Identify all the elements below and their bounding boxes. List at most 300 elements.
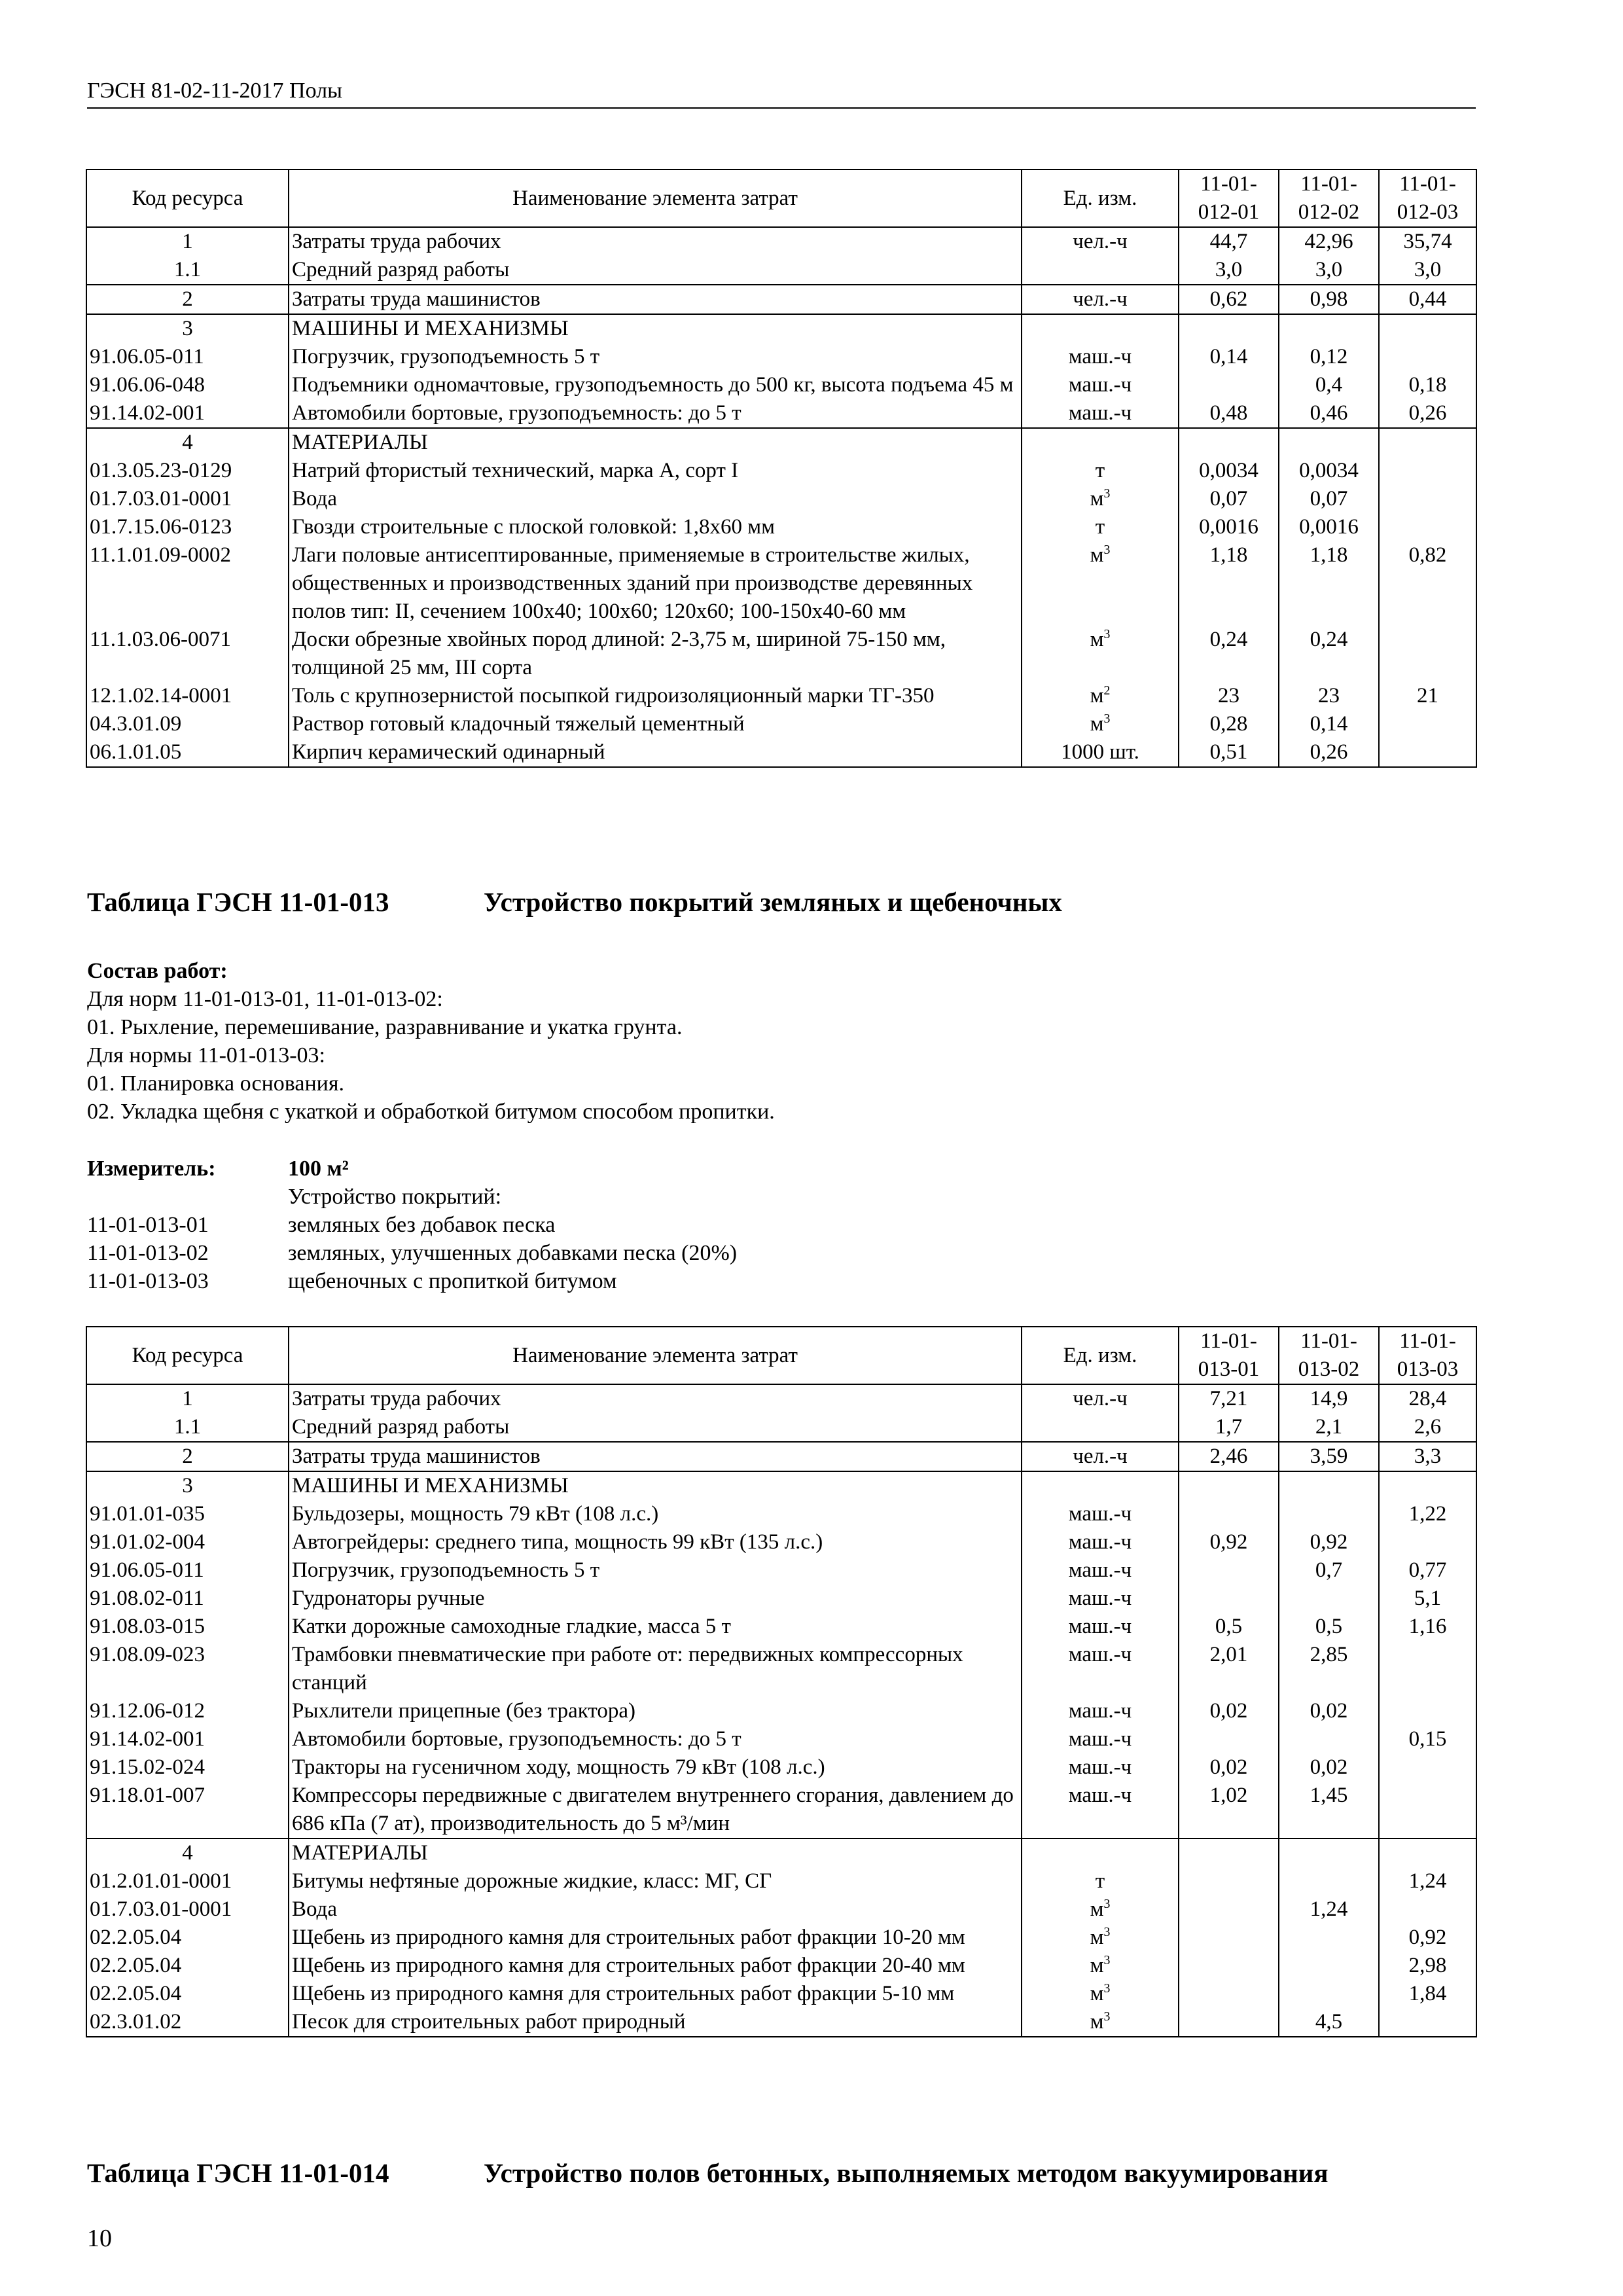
col-header-unit: Ед. изм. bbox=[1022, 1327, 1179, 1384]
cell-name: Кирпич керамический одинарный bbox=[289, 738, 1022, 767]
cell-value bbox=[1379, 626, 1476, 682]
cell-unit: маш.-ч bbox=[1022, 1585, 1179, 1613]
cell-value: 0,51 bbox=[1179, 738, 1279, 767]
cell-value bbox=[1179, 1500, 1279, 1528]
page-number: 10 bbox=[87, 2225, 112, 2252]
cell-value: 1,24 bbox=[1279, 1895, 1379, 1924]
col-header-norm-3: 11-01- 012-03 bbox=[1379, 170, 1476, 227]
cell-value: 23 bbox=[1279, 682, 1379, 710]
work-composition-title: Состав работ: bbox=[87, 959, 228, 983]
cell-value bbox=[1379, 513, 1476, 541]
cell-unit: маш.-ч bbox=[1022, 399, 1179, 428]
cell-name: Щебень из природного камня для строительных работ фракции 20-40 мм bbox=[289, 1952, 1022, 1980]
cell-code: 1 bbox=[86, 1384, 289, 1413]
cell-name: Толь с крупнозернистой посыпкой гидроизоляционный марки ТГ-350 bbox=[289, 682, 1022, 710]
cell-value: 2,6 bbox=[1379, 1413, 1476, 1442]
table-row bbox=[86, 1697, 1476, 1725]
table-row bbox=[86, 314, 1476, 343]
cell-value bbox=[1379, 457, 1476, 485]
table-row bbox=[86, 1556, 1476, 1585]
table-row bbox=[86, 1753, 1476, 1782]
cell-unit: чел.-ч bbox=[1022, 1442, 1179, 1471]
cell-value: 3,59 bbox=[1279, 1442, 1379, 1471]
cell-unit: 1000 шт. bbox=[1022, 738, 1179, 767]
table-caption: Устройство покрытий земляных и щебеночных bbox=[484, 887, 1062, 917]
cell-value: 0,92 bbox=[1379, 1924, 1476, 1952]
table-row bbox=[86, 2008, 1476, 2037]
document-header: ГЭСН 81-02-11-2017 Полы bbox=[87, 77, 1476, 109]
table-title-013 bbox=[87, 886, 1062, 918]
cell-value: 2,01 bbox=[1179, 1641, 1279, 1697]
cell-name: Щебень из природного камня для строительных работ фракции 10-20 мм bbox=[289, 1924, 1022, 1952]
table-row bbox=[86, 256, 1476, 285]
cell-value bbox=[1279, 1500, 1379, 1528]
cell-unit: чел.-ч bbox=[1022, 1384, 1179, 1413]
norm-text: щебеночных с пропиткой битумом bbox=[288, 1269, 617, 1293]
cell-name: Лаги половые антисептированные, применяемые в строительстве жилых, общественных и производственных зданий при производстве деревянных полов тип: II, сечением 100x40; 100x60; 120x60; 100-150x40-60 мм bbox=[289, 541, 1022, 626]
norm-text: земляных без добавок песка bbox=[288, 1213, 556, 1237]
table-row bbox=[86, 1384, 1476, 1413]
table-caption: Устройство полов бетонных, выполняемых методом вакуумирования bbox=[484, 2158, 1329, 2188]
measure-value: 100 м² bbox=[288, 1157, 349, 1181]
col-header-unit: Ед. изм. bbox=[1022, 170, 1179, 227]
cell-value bbox=[1379, 428, 1476, 457]
cell-value: 4,5 bbox=[1279, 2008, 1379, 2037]
cell-value: 0,26 bbox=[1279, 738, 1379, 767]
work-line: Для норм 11-01-013-01, 11-01-013-02: bbox=[87, 987, 443, 1011]
cell-code: 1.1 bbox=[86, 1413, 289, 1442]
cell-code: 11.1.01.09-0002 bbox=[86, 541, 289, 626]
cell-value: 0,12 bbox=[1279, 343, 1379, 371]
cell-value bbox=[1379, 1753, 1476, 1782]
table-row bbox=[86, 1442, 1476, 1471]
cell-value: 0,5 bbox=[1179, 1613, 1279, 1641]
cell-value: 14,9 bbox=[1279, 1384, 1379, 1413]
cell-unit: т bbox=[1022, 1867, 1179, 1895]
table-row bbox=[86, 1895, 1476, 1924]
table-row bbox=[86, 513, 1476, 541]
cell-value bbox=[1379, 1697, 1476, 1725]
cell-unit: маш.-ч bbox=[1022, 1500, 1179, 1528]
cell-value: 0,44 bbox=[1379, 285, 1476, 314]
cell-name: Гудронаторы ручные bbox=[289, 1585, 1022, 1613]
work-line: 01. Планировка основания. bbox=[87, 1071, 345, 1096]
cell-code: 4 bbox=[86, 1839, 289, 1867]
cell-code: 3 bbox=[86, 1471, 289, 1500]
cell-unit: маш.-ч bbox=[1022, 1528, 1179, 1556]
cell-value: 0,02 bbox=[1279, 1753, 1379, 1782]
cell-name: Погрузчик, грузоподъемность 5 т bbox=[289, 343, 1022, 371]
cell-value: 21 bbox=[1379, 682, 1476, 710]
cell-value: 0,7 bbox=[1279, 1556, 1379, 1585]
cell-value bbox=[1179, 2008, 1279, 2037]
cell-name: Вода bbox=[289, 1895, 1022, 1924]
col-header-code: Код ресурса bbox=[86, 1327, 289, 1384]
cell-value bbox=[1279, 1585, 1379, 1613]
cell-value bbox=[1179, 314, 1279, 343]
cell-name: Автогрейдеры: среднего типа, мощность 99 кВт (135 л.с.) bbox=[289, 1528, 1022, 1556]
cell-value bbox=[1279, 314, 1379, 343]
cell-value: 0,07 bbox=[1179, 485, 1279, 513]
cell-value: 2,46 bbox=[1179, 1442, 1279, 1471]
cell-unit: маш.-ч bbox=[1022, 1753, 1179, 1782]
cell-name: Трамбовки пневматические при работе от: передвижных компрессорных станций bbox=[289, 1641, 1022, 1697]
cell-value: 2,98 bbox=[1379, 1952, 1476, 1980]
cell-value: 0,14 bbox=[1179, 343, 1279, 371]
work-line: 02. Укладка щебня с укаткой и обработкой битумом способом пропитки. bbox=[87, 1100, 775, 1124]
cell-unit: $м^3$ bbox=[1022, 1895, 1179, 1924]
table-row bbox=[86, 1924, 1476, 1952]
cell-unit: $м^3$ bbox=[1022, 626, 1179, 682]
col-header-norm-1: 11-01- 012-01 bbox=[1179, 170, 1279, 227]
cell-value: 2,1 bbox=[1279, 1413, 1379, 1442]
cell-value bbox=[1279, 1924, 1379, 1952]
table-row bbox=[86, 626, 1476, 682]
cell-code: 12.1.02.14-0001 bbox=[86, 682, 289, 710]
cell-name: Затраты труда рабочих bbox=[289, 1384, 1022, 1413]
cell-code: 2 bbox=[86, 285, 289, 314]
cell-value: 0,92 bbox=[1179, 1528, 1279, 1556]
col-header-norm-2: 11-01- 013-02 bbox=[1279, 1327, 1379, 1384]
cell-value: 1,16 bbox=[1379, 1613, 1476, 1641]
measure-block bbox=[87, 1155, 1134, 1295]
cell-name: Компрессоры передвижные с двигателем внутреннего сгорания, давлением до 686 кПа (7 ат), производительность до 5 м³/мин bbox=[289, 1782, 1022, 1839]
cell-value bbox=[1279, 1725, 1379, 1753]
table-body bbox=[86, 1384, 1476, 2037]
cell-value: 0,5 bbox=[1279, 1613, 1379, 1641]
cell-name: Затраты труда рабочих bbox=[289, 227, 1022, 256]
cell-value bbox=[1379, 2008, 1476, 2037]
cell-code: 91.08.03-015 bbox=[86, 1613, 289, 1641]
cell-value: 0,14 bbox=[1279, 710, 1379, 738]
cell-name: Вода bbox=[289, 485, 1022, 513]
cell-unit: $м^3$ bbox=[1022, 2008, 1179, 2037]
table-row bbox=[86, 1952, 1476, 1980]
cell-name: Доски обрезные хвойных пород длиной: 2-3,75 м, шириной 75-150 мм, толщиной 25 мм, III сорта bbox=[289, 626, 1022, 682]
work-composition bbox=[87, 957, 775, 1126]
cell-value bbox=[1379, 1839, 1476, 1867]
cell-value bbox=[1179, 1471, 1279, 1500]
cell-value: 42,96 bbox=[1279, 227, 1379, 256]
cell-value: 3,0 bbox=[1179, 256, 1279, 285]
cell-unit: $м^3$ bbox=[1022, 1924, 1179, 1952]
cell-value: 1,45 bbox=[1279, 1782, 1379, 1839]
cell-value: 23 bbox=[1179, 682, 1279, 710]
cell-value bbox=[1379, 343, 1476, 371]
measure-label: Измеритель: bbox=[87, 1157, 216, 1181]
cell-value: 0,0034 bbox=[1179, 457, 1279, 485]
cell-unit: маш.-ч bbox=[1022, 1641, 1179, 1697]
cell-code: 01.3.05.23-0129 bbox=[86, 457, 289, 485]
cell-value: 0,92 bbox=[1279, 1528, 1379, 1556]
table-title-014 bbox=[87, 2157, 1329, 2189]
cell-value: 0,02 bbox=[1179, 1753, 1279, 1782]
table-row bbox=[86, 1413, 1476, 1442]
resource-table-013 bbox=[86, 1326, 1477, 2037]
cell-unit: $м^3$ bbox=[1022, 1952, 1179, 1980]
cell-name: Автомобили бортовые, грузоподъемность: до 5 т bbox=[289, 1725, 1022, 1753]
cell-code: 02.3.01.02 bbox=[86, 2008, 289, 2037]
table-row bbox=[86, 343, 1476, 371]
cell-code: 91.01.01-035 bbox=[86, 1500, 289, 1528]
cell-value: 3,0 bbox=[1279, 256, 1379, 285]
cell-value bbox=[1279, 1980, 1379, 2008]
cell-value: 3,0 bbox=[1379, 256, 1476, 285]
table-row bbox=[86, 710, 1476, 738]
cell-unit bbox=[1022, 1471, 1179, 1500]
col-header-name: Наименование элемента затрат bbox=[289, 170, 1022, 227]
col-header-name: Наименование элемента затрат bbox=[289, 1327, 1022, 1384]
cell-value bbox=[1279, 1867, 1379, 1895]
cell-value bbox=[1179, 1980, 1279, 2008]
cell-name: Битумы нефтяные дорожные жидкие, класс: МГ, СГ bbox=[289, 1867, 1022, 1895]
table-number: Таблица ГЭСН 11-01-013 bbox=[87, 887, 389, 917]
cell-value: 0,28 bbox=[1179, 710, 1279, 738]
cell-value: 1,22 bbox=[1379, 1500, 1476, 1528]
table-row bbox=[86, 1725, 1476, 1753]
cell-value bbox=[1179, 1952, 1279, 1980]
cell-value: 1,84 bbox=[1379, 1980, 1476, 2008]
cell-value: 3,3 bbox=[1379, 1442, 1476, 1471]
cell-unit: маш.-ч bbox=[1022, 343, 1179, 371]
table-row bbox=[86, 1641, 1476, 1697]
cell-name: Щебень из природного камня для строительных работ фракции 5-10 мм bbox=[289, 1980, 1022, 2008]
table-row bbox=[86, 1782, 1476, 1839]
table-row bbox=[86, 371, 1476, 399]
table-row bbox=[86, 1839, 1476, 1867]
cell-code: 06.1.01.05 bbox=[86, 738, 289, 767]
cell-code: 01.7.03.01-0001 bbox=[86, 485, 289, 513]
cell-value bbox=[1179, 1839, 1279, 1867]
cell-code: 04.3.01.09 bbox=[86, 710, 289, 738]
cell-unit bbox=[1022, 428, 1179, 457]
cell-unit: маш.-ч bbox=[1022, 1782, 1179, 1839]
table-row bbox=[86, 1613, 1476, 1641]
cell-code: 01.2.01.01-0001 bbox=[86, 1867, 289, 1895]
cell-name: Тракторы на гусеничном ходу, мощность 79 кВт (108 л.с.) bbox=[289, 1753, 1022, 1782]
col-header-norm-3: 11-01- 013-03 bbox=[1379, 1327, 1476, 1384]
cell-value bbox=[1279, 1952, 1379, 1980]
work-line: Для нормы 11-01-013-03: bbox=[87, 1043, 325, 1067]
cell-value: 0,0034 bbox=[1279, 457, 1379, 485]
cell-value bbox=[1179, 371, 1279, 399]
cell-value bbox=[1379, 314, 1476, 343]
norm-code: 11-01-013-01 bbox=[87, 1213, 209, 1237]
cell-value bbox=[1379, 1471, 1476, 1500]
cell-code: 91.12.06-012 bbox=[86, 1697, 289, 1725]
cell-value: 5,1 bbox=[1379, 1585, 1476, 1613]
cell-value bbox=[1279, 428, 1379, 457]
cell-value: 0,77 bbox=[1379, 1556, 1476, 1585]
table-row bbox=[86, 457, 1476, 485]
cell-value: 0,24 bbox=[1279, 626, 1379, 682]
resource-table-012 bbox=[86, 169, 1477, 768]
cell-unit: маш.-ч bbox=[1022, 371, 1179, 399]
cell-value bbox=[1279, 1471, 1379, 1500]
cell-code: 91.01.02-004 bbox=[86, 1528, 289, 1556]
cell-code: 91.06.05-011 bbox=[86, 343, 289, 371]
table-row bbox=[86, 1867, 1476, 1895]
cell-unit: маш.-ч bbox=[1022, 1725, 1179, 1753]
cell-value: 0,02 bbox=[1279, 1697, 1379, 1725]
table-row bbox=[86, 227, 1476, 256]
cell-value bbox=[1379, 1782, 1476, 1839]
col-header-code: Код ресурса bbox=[86, 170, 289, 227]
cell-name: Подъемники одномачтовые, грузоподъемность до 500 кг, высота подъема 45 м bbox=[289, 371, 1022, 399]
cell-value: 35,74 bbox=[1379, 227, 1476, 256]
table-row bbox=[86, 1980, 1476, 2008]
cell-value bbox=[1179, 428, 1279, 457]
cell-value bbox=[1379, 738, 1476, 767]
norm-code: 11-01-013-03 bbox=[87, 1269, 209, 1293]
cell-name: Бульдозеры, мощность 79 кВт (108 л.с.) bbox=[289, 1500, 1022, 1528]
table-number: Таблица ГЭСН 11-01-014 bbox=[87, 2158, 389, 2188]
cell-name: МАШИНЫ И МЕХАНИЗМЫ bbox=[289, 314, 1022, 343]
table-row bbox=[86, 541, 1476, 626]
cell-code: 91.15.02-024 bbox=[86, 1753, 289, 1782]
cell-code: 91.18.01-007 bbox=[86, 1782, 289, 1839]
cell-code: 2 bbox=[86, 1442, 289, 1471]
cell-value bbox=[1179, 1725, 1279, 1753]
cell-value: 0,62 bbox=[1179, 285, 1279, 314]
cell-unit bbox=[1022, 1413, 1179, 1442]
table-row bbox=[86, 1528, 1476, 1556]
cell-value: 1,02 bbox=[1179, 1782, 1279, 1839]
cell-value bbox=[1379, 1641, 1476, 1697]
cell-value bbox=[1379, 485, 1476, 513]
cell-value bbox=[1179, 1556, 1279, 1585]
cell-code: 02.2.05.04 bbox=[86, 1952, 289, 1980]
cell-unit: маш.-ч bbox=[1022, 1613, 1179, 1641]
cell-name: Катки дорожные самоходные гладкие, масса 5 т bbox=[289, 1613, 1022, 1641]
cell-value bbox=[1279, 1839, 1379, 1867]
cell-name: Затраты труда машинистов bbox=[289, 1442, 1022, 1471]
table-row bbox=[86, 285, 1476, 314]
cell-code: 91.08.02-011 bbox=[86, 1585, 289, 1613]
table-row bbox=[86, 1471, 1476, 1500]
cell-code: 91.14.02-001 bbox=[86, 399, 289, 428]
cell-code: 1.1 bbox=[86, 256, 289, 285]
cell-name: Рыхлители прицепные (без трактора) bbox=[289, 1697, 1022, 1725]
cell-name: Песок для строительных работ природный bbox=[289, 2008, 1022, 2037]
cell-name: Раствор готовый кладочный тяжелый цементный bbox=[289, 710, 1022, 738]
table-row bbox=[86, 1585, 1476, 1613]
table-row bbox=[86, 485, 1476, 513]
cell-value: 0,0016 bbox=[1279, 513, 1379, 541]
cell-name: Автомобили бортовые, грузоподъемность: до 5 т bbox=[289, 399, 1022, 428]
cell-unit: т bbox=[1022, 513, 1179, 541]
cell-value: 0,07 bbox=[1279, 485, 1379, 513]
cell-name: МАТЕРИАЛЫ bbox=[289, 428, 1022, 457]
col-header-norm-1: 11-01- 013-01 bbox=[1179, 1327, 1279, 1384]
cell-unit: $м^3$ bbox=[1022, 541, 1179, 626]
cell-value: 1,24 bbox=[1379, 1867, 1476, 1895]
cell-value: 0,18 bbox=[1379, 371, 1476, 399]
cell-unit bbox=[1022, 256, 1179, 285]
cell-code: 02.2.05.04 bbox=[86, 1924, 289, 1952]
cell-value: 0,15 bbox=[1379, 1725, 1476, 1753]
cell-value bbox=[1179, 1895, 1279, 1924]
cell-value: 1,18 bbox=[1279, 541, 1379, 626]
cell-name: Средний разряд работы bbox=[289, 256, 1022, 285]
cell-unit: $м^2$ bbox=[1022, 682, 1179, 710]
cell-value: 0,82 bbox=[1379, 541, 1476, 626]
cell-unit: $м^3$ bbox=[1022, 710, 1179, 738]
cell-code: 91.06.05-011 bbox=[86, 1556, 289, 1585]
cell-unit: $м^3$ bbox=[1022, 485, 1179, 513]
cell-value: 0,46 bbox=[1279, 399, 1379, 428]
cell-unit bbox=[1022, 1839, 1179, 1867]
cell-unit: чел.-ч bbox=[1022, 227, 1179, 256]
cell-unit: т bbox=[1022, 457, 1179, 485]
table-body bbox=[86, 227, 1476, 767]
cell-value: 7,21 bbox=[1179, 1384, 1279, 1413]
cell-value bbox=[1179, 1924, 1279, 1952]
cell-code: 4 bbox=[86, 428, 289, 457]
table-row bbox=[86, 399, 1476, 428]
measure-desc: Устройство покрытий: bbox=[288, 1185, 502, 1209]
cell-code: 91.14.02-001 bbox=[86, 1725, 289, 1753]
work-line: 01. Рыхление, перемешивание, разравнивание и укатка грунта. bbox=[87, 1015, 683, 1039]
cell-value: 0,48 bbox=[1179, 399, 1279, 428]
cell-unit: маш.-ч bbox=[1022, 1556, 1179, 1585]
cell-name: Гвозди строительные с плоской головкой: 1,8x60 мм bbox=[289, 513, 1022, 541]
table-row bbox=[86, 428, 1476, 457]
cell-code: 01.7.15.06-0123 bbox=[86, 513, 289, 541]
cell-value: 1,18 bbox=[1179, 541, 1279, 626]
cell-value bbox=[1379, 1895, 1476, 1924]
norm-text: земляных, улучшенных добавками песка (20%) bbox=[288, 1241, 738, 1265]
cell-value: 28,4 bbox=[1379, 1384, 1476, 1413]
cell-code: 01.7.03.01-0001 bbox=[86, 1895, 289, 1924]
cell-value: 0,98 bbox=[1279, 285, 1379, 314]
table-row bbox=[86, 682, 1476, 710]
cell-code: 02.2.05.04 bbox=[86, 1980, 289, 2008]
cell-value bbox=[1179, 1867, 1279, 1895]
cell-unit: чел.-ч bbox=[1022, 285, 1179, 314]
cell-code: 3 bbox=[86, 314, 289, 343]
col-header-norm-2: 11-01- 012-02 bbox=[1279, 170, 1379, 227]
cell-value: 0,0016 bbox=[1179, 513, 1279, 541]
cell-value: 0,02 bbox=[1179, 1697, 1279, 1725]
cell-value: 0,24 bbox=[1179, 626, 1279, 682]
cell-value: 44,7 bbox=[1179, 227, 1279, 256]
cell-value bbox=[1179, 1585, 1279, 1613]
cell-name: Затраты труда машинистов bbox=[289, 285, 1022, 314]
cell-unit: $м^3$ bbox=[1022, 1980, 1179, 2008]
cell-name: МАШИНЫ И МЕХАНИЗМЫ bbox=[289, 1471, 1022, 1500]
cell-name: Натрий фтористый технический, марка А, сорт I bbox=[289, 457, 1022, 485]
cell-code: 11.1.03.06-0071 bbox=[86, 626, 289, 682]
cell-code: 1 bbox=[86, 227, 289, 256]
cell-unit: маш.-ч bbox=[1022, 1697, 1179, 1725]
cell-value bbox=[1379, 710, 1476, 738]
norm-code: 11-01-013-02 bbox=[87, 1241, 209, 1265]
table-row bbox=[86, 1500, 1476, 1528]
cell-value: 1,7 bbox=[1179, 1413, 1279, 1442]
cell-code: 91.08.09-023 bbox=[86, 1641, 289, 1697]
table-row bbox=[86, 738, 1476, 767]
cell-value: 0,4 bbox=[1279, 371, 1379, 399]
cell-value: 2,85 bbox=[1279, 1641, 1379, 1697]
cell-name: Погрузчик, грузоподъемность 5 т bbox=[289, 1556, 1022, 1585]
cell-unit bbox=[1022, 314, 1179, 343]
cell-name: Средний разряд работы bbox=[289, 1413, 1022, 1442]
cell-code: 91.06.06-048 bbox=[86, 371, 289, 399]
cell-value: 0,26 bbox=[1379, 399, 1476, 428]
cell-value bbox=[1379, 1528, 1476, 1556]
cell-name: МАТЕРИАЛЫ bbox=[289, 1839, 1022, 1867]
